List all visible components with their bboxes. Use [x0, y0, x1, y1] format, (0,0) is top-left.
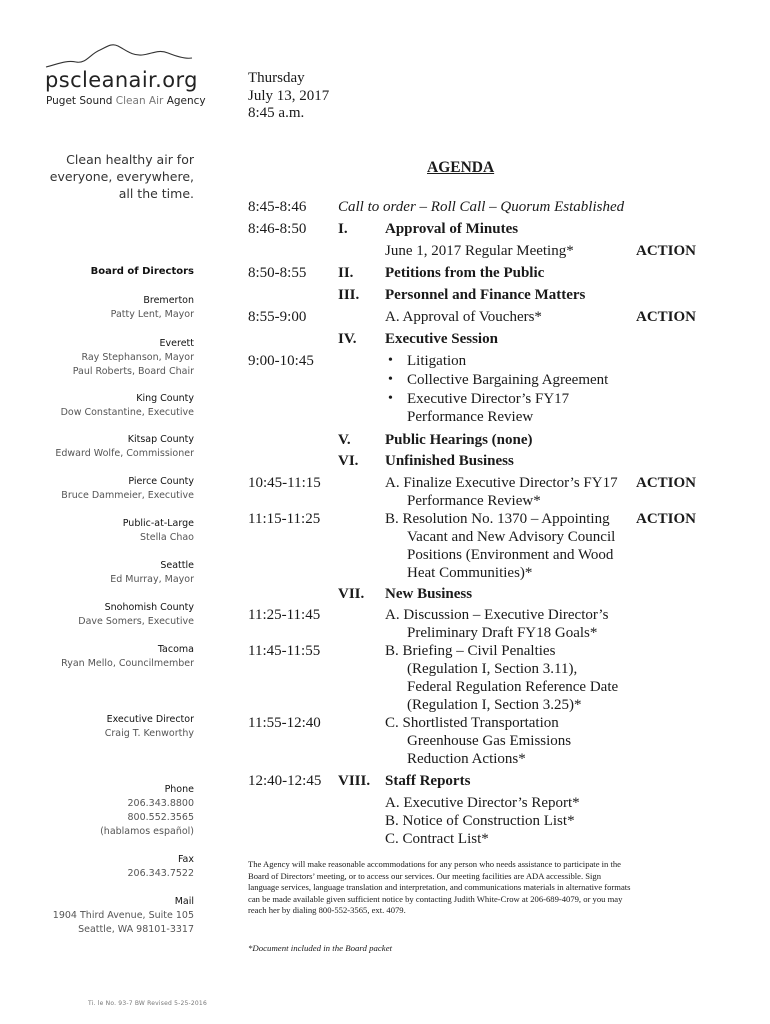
action-label: ACTION: [636, 243, 697, 259]
section-title: Unfinished Business: [385, 453, 514, 469]
agenda-time: 8:55-9:00: [248, 309, 307, 325]
board-of-directors-title: Board of Directors: [90, 266, 194, 277]
mountain-logo-icon: [44, 40, 194, 70]
meeting-day: Thursday: [248, 70, 305, 86]
section-number: I.: [338, 221, 348, 237]
section-number: V.: [338, 432, 351, 448]
board-member-king-county: King County Dow Constantine, Executive: [60, 393, 194, 418]
section-number: IV.: [338, 331, 357, 347]
agenda-item: B. Briefing – Civil Penalties: [385, 643, 556, 659]
bullet-icon: •: [388, 353, 393, 368]
bullet-icon: •: [388, 372, 393, 387]
section-title: New Business: [385, 586, 473, 602]
board-member-seattle: Seattle Ed Murray, Mayor: [110, 560, 194, 585]
agenda-item: A. Discussion – Executive Director’s: [385, 607, 609, 623]
agenda-item: Litigation: [407, 353, 467, 369]
contact-mail: Mail 1904 Third Avenue, Suite 105 Seattle, WA 98101-3317: [52, 896, 194, 935]
agenda-time: 12:40-12:45: [248, 773, 322, 789]
agenda-item: June 1, 2017 Regular Meeting*: [385, 243, 574, 259]
form-id: Ti. le No. 93-7 BW Revised 5-25-2016: [88, 1000, 207, 1007]
agenda-time: 11:15-11:25: [248, 511, 321, 527]
agenda-item: Collective Bargaining Agreement: [407, 372, 609, 388]
section-number: VIII.: [338, 773, 371, 789]
agenda-item-cont: Greenhouse Gas Emissions: [407, 733, 572, 749]
agenda-item-cont: Reduction Actions*: [407, 751, 526, 767]
agenda-item-cont: Federal Regulation Reference Date: [407, 679, 619, 695]
executive-director: Executive Director Craig T. Kenworthy: [104, 714, 194, 739]
action-label: ACTION: [636, 309, 697, 325]
agenda-time: 11:55-12:40: [248, 715, 321, 731]
agenda-item-cont: Preliminary Draft FY18 Goals*: [407, 625, 598, 641]
agenda-time: 8:45-8:46: [248, 199, 307, 215]
agenda-time: 10:45-11:15: [248, 475, 321, 491]
board-member-pierce-county: Pierce County Bruce Dammeier, Executive: [61, 476, 194, 501]
action-label: ACTION: [636, 475, 697, 491]
board-member-bremerton: Bremerton Patty Lent, Mayor: [110, 295, 194, 320]
ada-notice: The Agency will make reasonable accommodations for any person who needs assistance to participate in the Board of Directors’ meeting, or to access our services. Our meeting facilities are ADA accessible. Sign language services, language translation and interpretation, and communications materials in alternative formats can be made available given sufficient notice by contacting Judith White-Crow at 206-689-4079, or you may reach her by dialing 800-552-3565, ext. 4079.: [248, 859, 631, 916]
agenda-item-cont: Heat Communities)*: [407, 565, 533, 581]
agenda-item: C. Shortlisted Transportation: [385, 715, 559, 731]
bullet-icon: •: [388, 391, 393, 406]
section-title: Petitions from the Public: [385, 265, 545, 281]
contact-fax: Fax 206.343.7522: [127, 854, 194, 879]
section-number: III.: [338, 287, 360, 303]
contact-phone: Phone 206.343.8800 800.552.3565 (hablamos español): [100, 784, 194, 837]
agenda-time: 11:45-11:55: [248, 643, 321, 659]
section-title: Public Hearings (none): [385, 432, 533, 448]
board-member-kitsap-county: Kitsap County Edward Wolfe, Commissioner: [55, 434, 194, 459]
agenda-item: B. Notice of Construction List*: [385, 813, 575, 829]
board-member-tacoma: Tacoma Ryan Mello, Councilmember: [61, 644, 194, 669]
section-title: Personnel and Finance Matters: [385, 287, 586, 303]
agenda-item: A. Approval of Vouchers*: [385, 309, 542, 325]
agenda-time: 8:46-8:50: [248, 221, 307, 237]
section-number: II.: [338, 265, 354, 281]
agenda-title: AGENDA: [427, 159, 495, 176]
agenda-item-cont: Vacant and New Advisory Council: [407, 529, 616, 545]
agenda-time: 8:50-8:55: [248, 265, 307, 281]
logo-domain: pscleanair.org: [45, 68, 198, 92]
agenda-item-cont: Performance Review: [407, 409, 534, 425]
agenda-item: C. Contract List*: [385, 831, 489, 847]
meeting-time: 8:45 a.m.: [248, 105, 305, 121]
board-member-public-at-large: Public-at-Large Stella Chao: [122, 518, 194, 543]
action-label: ACTION: [636, 511, 697, 527]
section-number: VII.: [338, 586, 365, 602]
agenda-time: 9:00-10:45: [248, 353, 314, 369]
agenda-item: A. Executive Director’s Report*: [385, 795, 580, 811]
logo-agency-name: Puget Sound Clean Air Agency: [46, 95, 206, 107]
section-title: Executive Session: [385, 331, 498, 347]
agenda-item: B. Resolution No. 1370 – Appointing: [385, 511, 610, 527]
agenda-item: A. Finalize Executive Director’s FY17: [385, 475, 618, 491]
agenda-item-cont: Positions (Environment and Wood: [407, 547, 614, 563]
agenda-item-cont: Performance Review*: [407, 493, 541, 509]
call-to-order: Call to order – Roll Call – Quorum Established: [338, 199, 625, 215]
board-member-snohomish-county: Snohomish County Dave Somers, Executive: [78, 602, 194, 627]
agenda-item-cont: (Regulation I, Section 3.25)*: [407, 697, 582, 713]
agenda-item-cont: (Regulation I, Section 3.11),: [407, 661, 578, 677]
section-title: Staff Reports: [385, 773, 471, 789]
section-number: VI.: [338, 453, 359, 469]
footnote: *Document included in the Board packet: [248, 943, 393, 953]
agenda-item: Executive Director’s FY17: [407, 391, 570, 407]
meeting-info: [248, 70, 329, 123]
agenda-time: 11:25-11:45: [248, 607, 321, 623]
tagline: Clean healthy air for everyone, everywhere, all the time.: [49, 152, 194, 201]
section-title: Approval of Minutes: [385, 221, 519, 237]
meeting-date: July 13, 2017: [248, 87, 330, 104]
board-member-everett: Everett Ray Stephanson, Mayor Paul Roberts, Board Chair: [72, 338, 194, 377]
